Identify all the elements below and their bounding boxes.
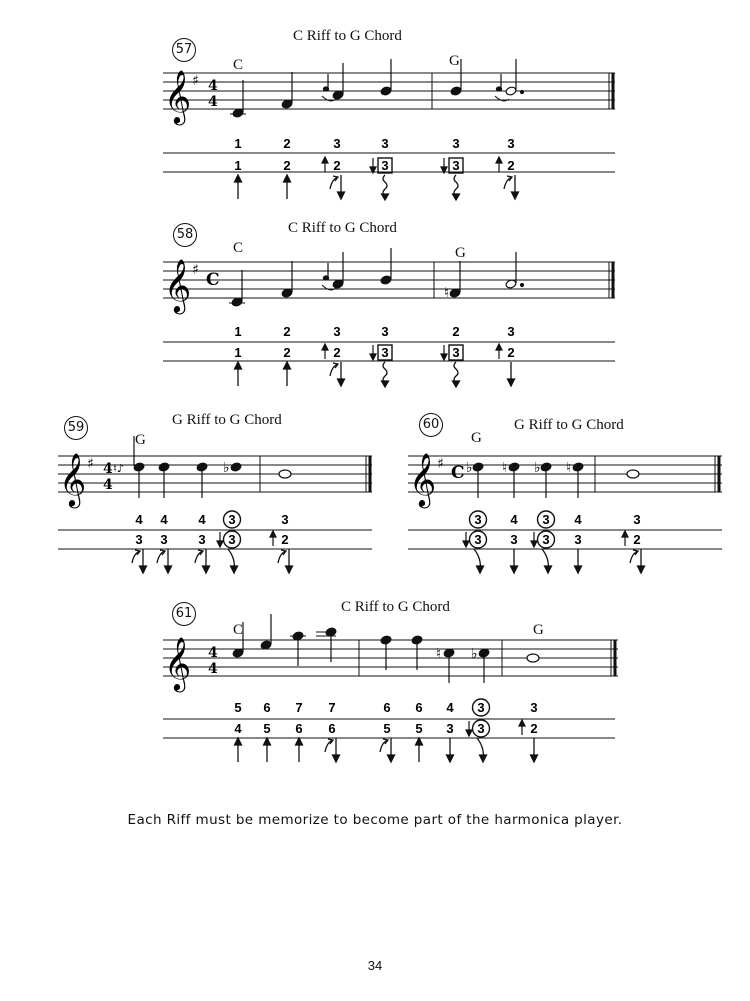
tab-hole-number: 5 — [263, 721, 271, 736]
tab-hole-number: 3 — [333, 324, 341, 339]
breath-arrow-icon — [504, 175, 519, 199]
breath-arrow-icon — [284, 175, 291, 199]
chord-symbol: G — [455, 245, 466, 261]
chord-symbol: G — [449, 53, 460, 69]
tab-hole-number: 3 — [446, 721, 454, 736]
tab-hole-number: 6 — [415, 700, 423, 715]
tab-hole-number: 3 — [381, 136, 389, 151]
example-number: 61 — [172, 602, 196, 626]
svg-text:4: 4 — [208, 94, 218, 110]
chord-symbol: G — [533, 622, 544, 638]
breath-arrow-icon — [228, 549, 238, 573]
breath-marker-icon — [270, 531, 276, 546]
tab-hole-number: 4 — [160, 512, 168, 527]
example-number: 59 — [64, 416, 88, 440]
tab-hole-number: 2 — [283, 158, 291, 173]
tab-hole-number: 4 — [510, 512, 518, 527]
breath-marker-icon — [322, 344, 328, 359]
breath-arrow-icon — [382, 362, 389, 387]
tab-hole-number: 3 — [574, 532, 582, 547]
breath-arrow-icon — [380, 738, 395, 762]
example-title: C Riff to G Chord — [288, 220, 397, 236]
breath-arrow-icon — [325, 738, 340, 762]
tab-hole-number: 3 — [474, 512, 482, 527]
tab-hole-number: 3 — [477, 721, 485, 736]
breath-arrow-icon — [575, 549, 582, 573]
chord-symbol: C — [233, 57, 244, 73]
tab-hole-number: 1 — [234, 324, 242, 339]
tab-hole-number: 1 — [234, 158, 242, 173]
tab-hole-number: 5 — [383, 721, 391, 736]
tab-hole-number: 3 — [633, 512, 641, 527]
tab-hole-number: 3 — [228, 512, 236, 527]
breath-arrow-icon — [157, 549, 172, 573]
tab-hole-number: 3 — [477, 700, 485, 715]
breath-arrow-icon — [330, 175, 345, 199]
svg-text:♮♪: ♮♪ — [113, 462, 124, 475]
tab-hole-number: 3 — [474, 532, 482, 547]
chord-symbol: C — [233, 240, 244, 256]
example-title: G Riff to G Chord — [172, 412, 282, 428]
tab-hole-number: 3 — [530, 700, 538, 715]
tab-hole-number: 2 — [283, 345, 291, 360]
breath-marker-icon — [441, 158, 447, 173]
tab-hole-number: 4 — [135, 512, 143, 527]
tab-hole-number: 4 — [198, 512, 206, 527]
breath-arrow-icon — [416, 738, 423, 762]
breath-marker-icon — [463, 532, 469, 547]
example-title: C Riff to G Chord — [293, 28, 402, 44]
breath-arrow-icon — [284, 362, 291, 386]
tab-hole-number: 3 — [452, 158, 460, 173]
tab-hole-number: 3 — [542, 532, 550, 547]
treble-clef-icon: 𝄞 — [59, 452, 87, 506]
footer-instruction: Each Riff must be memorize to become part of the harmonica player. — [127, 812, 623, 828]
svg-text:♮: ♮ — [436, 646, 442, 662]
breath-marker-icon — [496, 157, 502, 172]
tab-hole-number: 3 — [452, 136, 460, 151]
tab-hole-number: 3 — [381, 158, 389, 173]
tab-hole-number: 3 — [452, 345, 460, 360]
tab-hole-number: 7 — [328, 700, 336, 715]
svg-text:♯: ♯ — [192, 262, 199, 278]
svg-text:♭: ♭ — [471, 646, 478, 662]
breath-marker-icon — [622, 531, 628, 546]
tab-hole-number: 2 — [633, 532, 641, 547]
svg-text:♭: ♭ — [466, 460, 473, 476]
example-title: C Riff to G Chord — [341, 599, 450, 615]
breath-arrow-icon — [447, 738, 454, 762]
breath-arrow-icon — [453, 175, 460, 200]
breath-arrow-icon — [630, 549, 645, 573]
breath-arrow-icon — [453, 362, 460, 387]
tab-hole-number: 2 — [530, 721, 538, 736]
breath-arrow-icon — [235, 738, 242, 762]
chord-symbol: C — [233, 622, 244, 638]
breath-arrow-icon — [264, 738, 271, 762]
tab-hole-number: 3 — [381, 345, 389, 360]
tab-hole-number: 2 — [333, 158, 341, 173]
breath-arrow-icon — [382, 175, 389, 200]
tab-hole-number: 3 — [510, 532, 518, 547]
breath-arrow-icon — [477, 738, 487, 762]
tab-hole-number: 3 — [198, 532, 206, 547]
time-signature: 4 — [208, 78, 218, 94]
svg-text:♮: ♮ — [444, 285, 450, 301]
tab-hole-number: 2 — [507, 158, 515, 173]
breath-marker-icon — [370, 345, 376, 360]
tab-hole-number: 2 — [333, 345, 341, 360]
tab-hole-number: 3 — [281, 512, 289, 527]
breath-arrow-icon — [474, 549, 484, 573]
breath-arrow-icon — [195, 549, 210, 573]
breath-arrow-icon — [235, 362, 242, 386]
example-number: 57 — [172, 38, 196, 62]
breath-arrow-icon — [508, 362, 515, 386]
tab-hole-number: 3 — [542, 512, 550, 527]
treble-clef-icon: 𝄞 — [164, 636, 192, 690]
breath-marker-icon — [217, 532, 223, 547]
svg-text:♭: ♭ — [534, 460, 541, 476]
svg-text:♯: ♯ — [87, 456, 94, 472]
svg-text:4: 4 — [208, 645, 218, 661]
breath-arrow-icon — [235, 175, 242, 199]
tab-hole-number: 3 — [160, 532, 168, 547]
chord-symbol: G — [135, 432, 146, 448]
page-number: 34 — [367, 958, 383, 973]
example-number: 58 — [173, 223, 197, 247]
tab-hole-number: 4 — [446, 700, 454, 715]
tab-hole-number: 6 — [383, 700, 391, 715]
tab-hole-number: 5 — [234, 700, 242, 715]
tab-hole-number: 2 — [283, 136, 291, 151]
tab-hole-number: 7 — [295, 700, 303, 715]
chord-symbol: G — [471, 430, 482, 446]
svg-text:♯: ♯ — [437, 456, 444, 472]
tab-hole-number: 2 — [281, 532, 289, 547]
tab-hole-number: 5 — [415, 721, 423, 736]
svg-text:♭: ♭ — [223, 460, 230, 476]
tab-hole-number: 4 — [234, 721, 242, 736]
tab-hole-number: 3 — [507, 324, 515, 339]
tab-hole-number: 3 — [333, 136, 341, 151]
breath-arrow-icon — [542, 549, 552, 573]
svg-text:♯: ♯ — [192, 73, 199, 89]
time-signature: C — [451, 463, 465, 483]
example-title: G Riff to G Chord — [514, 417, 624, 433]
treble-clef-icon: 𝄞 — [164, 69, 192, 123]
breath-arrow-icon — [278, 549, 293, 573]
breath-marker-icon — [370, 158, 376, 173]
svg-text:4: 4 — [103, 461, 113, 477]
tab-hole-number: 6 — [328, 721, 336, 736]
breath-marker-icon — [496, 344, 502, 359]
tab-hole-number: 6 — [295, 721, 303, 736]
example-number: 60 — [419, 413, 443, 437]
breath-arrow-icon — [531, 738, 538, 762]
tab-hole-number: 6 — [263, 700, 271, 715]
tab-hole-number: 3 — [228, 532, 236, 547]
treble-clef-icon: 𝄞 — [409, 452, 437, 506]
breath-marker-icon — [441, 345, 447, 360]
tab-hole-number: 4 — [574, 512, 582, 527]
breath-arrow-icon — [132, 549, 147, 573]
tab-hole-number: 3 — [381, 324, 389, 339]
breath-marker-icon — [322, 157, 328, 172]
time-signature: C — [206, 270, 220, 290]
svg-text:♮: ♮ — [566, 460, 572, 476]
breath-arrow-icon — [330, 362, 345, 386]
breath-arrow-icon — [296, 738, 303, 762]
breath-marker-icon — [519, 720, 525, 735]
svg-text:4: 4 — [208, 661, 218, 677]
tab-hole-number: 3 — [135, 532, 143, 547]
tab-hole-number: 2 — [507, 345, 515, 360]
tab-hole-number: 3 — [507, 136, 515, 151]
breath-marker-icon — [466, 721, 472, 736]
svg-text:♮: ♮ — [502, 460, 508, 476]
svg-text:4: 4 — [103, 477, 113, 493]
breath-arrow-icon — [511, 549, 518, 573]
tab-hole-number: 1 — [234, 345, 242, 360]
treble-clef-icon: 𝄞 — [164, 258, 192, 312]
breath-marker-icon — [531, 532, 537, 547]
tab-hole-number: 2 — [283, 324, 291, 339]
tab-hole-number: 1 — [234, 136, 242, 151]
tab-hole-number: 2 — [452, 324, 460, 339]
